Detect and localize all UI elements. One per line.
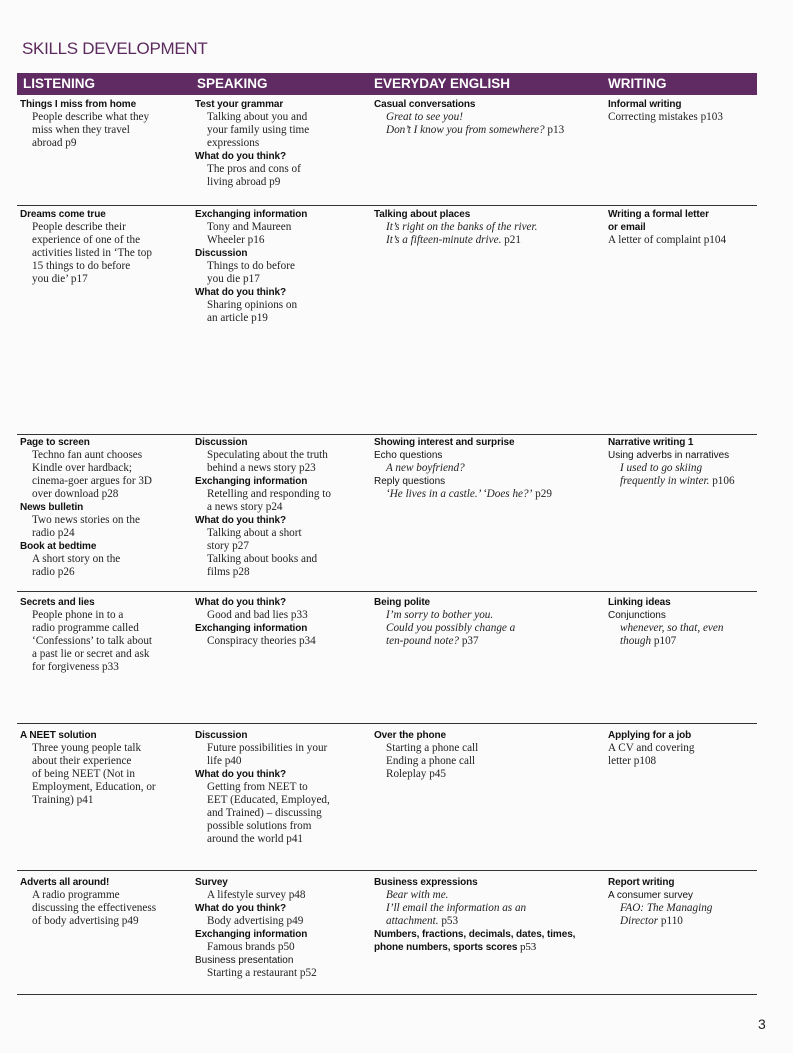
section-heading: What do you think? [195, 515, 286, 526]
body-line: Talking about you and [207, 111, 308, 123]
example-line [374, 124, 606, 137]
body-line: Ending a phone call [386, 755, 476, 767]
body-line: miss when they travel [32, 124, 130, 136]
example-line: Bear with me. [386, 889, 449, 901]
section-heading: Exchanging information [195, 623, 308, 634]
body-line: story p27 [207, 540, 249, 552]
page-reference: p13 [544, 124, 565, 136]
body-line: Roleplay p45 [386, 768, 446, 780]
section-heading: Discussion [195, 248, 248, 259]
section-heading: Test your grammar [195, 99, 284, 110]
body-line: cinema-goer argues for 3D [32, 475, 153, 487]
example-line: FAO: The Managing [620, 902, 713, 914]
example-text: though [620, 635, 652, 647]
body-line: A radio programme [32, 889, 120, 901]
section-heading: What do you think? [195, 769, 286, 780]
section-heading: Linking ideas [608, 597, 671, 608]
body-line: Two news stories on the [32, 514, 140, 526]
body-line: expressions [207, 137, 260, 149]
cell-everyday-english [374, 596, 606, 648]
example-line [608, 475, 758, 488]
cell-everyday-english [374, 208, 606, 247]
table-row [17, 729, 757, 871]
page-title: SKILLS DEVELOPMENT [22, 39, 208, 58]
body-line: ‘Confessions’ to talk about [32, 635, 153, 647]
table-row [17, 98, 757, 206]
body-line: A CV and covering [608, 742, 695, 754]
body-line: discussing the effectiveness [32, 902, 157, 914]
page-reference: p53 [517, 941, 537, 953]
cell-speaking [195, 596, 373, 648]
body-line: radio p26 [32, 566, 75, 578]
cell-listening [20, 208, 192, 286]
page-reference: p106 [709, 475, 735, 487]
cell-everyday-english [374, 876, 606, 954]
body-line: People phone in to a [32, 609, 124, 621]
cell-writing [608, 876, 758, 928]
column-header-listening: LISTENING [23, 76, 96, 91]
section-heading: What do you think? [195, 287, 286, 298]
body-line: a news story p24 [207, 501, 283, 513]
table-row [17, 596, 757, 724]
body-line: Speculating about the truth [207, 449, 328, 461]
section-heading: Exchanging information [195, 209, 308, 220]
example-text: Director [620, 915, 659, 927]
cell-listening [20, 876, 192, 928]
cell-everyday-english [374, 436, 606, 501]
section-heading: Applying for a job [608, 730, 692, 741]
cell-speaking [195, 729, 373, 846]
example-line: A new boyfriend? [386, 462, 465, 474]
body-line: Kindle over hardback; [32, 462, 133, 474]
section-heading: A NEET solution [20, 730, 97, 741]
example-line: I used to go skiing [620, 462, 703, 474]
section-heading: Discussion [195, 437, 248, 448]
body-line: Employment, Education, or [32, 781, 156, 793]
section-heading: Book at bedtime [20, 541, 97, 552]
body-line: People describe their [32, 221, 126, 233]
section-heading [374, 941, 606, 954]
cell-listening [20, 98, 192, 150]
body-line: Talking about books and [207, 553, 318, 565]
cell-speaking [195, 876, 373, 980]
example-line: I’m sorry to bother you. [386, 609, 494, 621]
body-line: living abroad p9 [207, 176, 281, 188]
body-line: Wheeler p16 [207, 234, 265, 246]
example-line [374, 234, 606, 247]
section-heading: Exchanging information [195, 476, 308, 487]
page-reference: p110 [658, 915, 683, 927]
body-line: possible solutions from [207, 820, 312, 832]
body-line: Three young people talk [32, 742, 142, 754]
section-heading: News bulletin [20, 502, 84, 513]
example-line [374, 635, 606, 648]
section-heading: Writing a formal letter [608, 209, 709, 220]
section-heading: Page to screen [20, 437, 90, 448]
section-heading: Dreams come true [20, 209, 106, 220]
body-line: 15 things to do before [32, 260, 131, 272]
cell-writing [608, 208, 758, 247]
section-heading: Being polite [374, 597, 431, 608]
section-heading: Things I miss from home [20, 99, 137, 110]
subheading: Using adverbs in narratives [608, 450, 730, 461]
body-line: Starting a restaurant p52 [207, 967, 317, 979]
example-line: whenever, so that, even [620, 622, 724, 634]
example-line [374, 915, 606, 928]
body-line: a past lie or secret and ask [32, 648, 150, 660]
body-line: and Trained) – discussing [207, 807, 322, 819]
subheading: Business presentation [195, 955, 294, 966]
cell-writing [608, 436, 758, 488]
section-heading: Secrets and lies [20, 597, 95, 608]
body-line: radio p24 [32, 527, 75, 539]
section-heading: Numbers, fractions, decimals, dates, times, [374, 929, 576, 940]
example-text: frequently in winter. [620, 475, 710, 487]
body-line: over download p28 [32, 488, 119, 500]
example-line: Great to see you! [386, 111, 463, 123]
cell-writing [608, 729, 758, 768]
table-row [17, 876, 757, 995]
example-text: ten-pound note? [386, 635, 460, 647]
subheading: A consumer survey [608, 890, 694, 901]
body-line: an article p19 [207, 312, 268, 324]
body-line: Getting from NEET to [207, 781, 308, 793]
cell-writing [608, 98, 758, 124]
body-line: for forgiveness p33 [32, 661, 119, 673]
body-line: experience of one of the [32, 234, 141, 246]
section-heading: What do you think? [195, 597, 286, 608]
cell-everyday-english [374, 729, 606, 781]
body-line: People describe what they [32, 111, 150, 123]
section-heading: Informal writing [608, 99, 682, 110]
body-line: radio programme called [32, 622, 139, 634]
subheading: Conjunctions [608, 610, 666, 621]
example-line [608, 915, 758, 928]
body-line: A lifestyle survey p48 [207, 889, 306, 901]
page-reference: p29 [532, 488, 552, 500]
body-line: about their experience [32, 755, 132, 767]
section-heading: Exchanging information [195, 929, 308, 940]
example-line: Could you possibly change a [386, 622, 516, 634]
body-line: films p28 [207, 566, 250, 578]
column-header-speaking: SPEAKING [197, 76, 268, 91]
section-heading: or email [608, 222, 646, 233]
body-line: your family using time [207, 124, 310, 136]
body-line: abroad p9 [32, 137, 77, 149]
page-reference: p107 [651, 635, 677, 647]
cell-listening [20, 596, 192, 674]
body-line: Future possibilities in your [207, 742, 328, 754]
example-line [608, 635, 758, 648]
body-line: Retelling and responding to [207, 488, 331, 500]
body-line: A letter of complaint p104 [608, 234, 727, 246]
body-line: Body advertising p49 [207, 915, 304, 927]
table-row [17, 436, 757, 592]
section-heading: Report writing [608, 877, 675, 888]
example-line [374, 488, 606, 501]
section-heading: Over the phone [374, 730, 446, 741]
heading-text: phone numbers, sports scores [374, 942, 518, 953]
body-line: Training) p41 [32, 794, 94, 806]
section-heading: Adverts all around! [20, 877, 110, 888]
subheading: Reply questions [374, 476, 446, 487]
section-heading: Discussion [195, 730, 248, 741]
body-line: Famous brands p50 [207, 941, 295, 953]
body-line: Good and bad lies p33 [207, 609, 308, 621]
example-text: ‘He lives in a castle.’ ‘Does he?’ [386, 488, 533, 500]
body-line: activities listed in ‘The top [32, 247, 152, 259]
body-line: of being NEET (Not in [32, 768, 135, 780]
example-text: attachment. [386, 915, 439, 927]
cell-listening [20, 729, 192, 807]
section-heading: Talking about places [374, 209, 471, 220]
body-line: Correcting mistakes p103 [608, 111, 723, 123]
column-header-writing: WRITING [608, 76, 667, 91]
example-text: Don’t I know you from somewhere? [386, 124, 545, 136]
section-heading: What do you think? [195, 903, 286, 914]
cell-listening [20, 436, 192, 579]
page-reference: p53 [438, 915, 459, 927]
body-line: The pros and cons of [207, 163, 301, 175]
body-line: Sharing opinions on [207, 299, 298, 311]
page-reference: p21 [501, 234, 521, 246]
body-line: Conspiracy theories p34 [207, 635, 316, 647]
body-line: Techno fan aunt chooses [32, 449, 143, 461]
body-line: you die’ p17 [32, 273, 88, 285]
section-heading: Narrative writing 1 [608, 437, 694, 448]
cell-speaking [195, 98, 373, 189]
body-line: life p40 [207, 755, 242, 767]
section-heading: What do you think? [195, 151, 286, 162]
body-line: behind a news story p23 [207, 462, 316, 474]
section-heading: Casual conversations [374, 99, 476, 110]
body-line: Talking about a short [207, 527, 302, 539]
body-line: A short story on the [32, 553, 121, 565]
body-line: around the world p41 [207, 833, 304, 845]
page-reference: p37 [459, 635, 479, 647]
cell-writing [608, 596, 758, 648]
body-line: Things to do before [207, 260, 295, 272]
section-heading: Showing interest and surprise [374, 437, 515, 448]
body-line: of body advertising p49 [32, 915, 139, 927]
cell-speaking [195, 436, 373, 579]
body-line: you die p17 [207, 273, 260, 285]
body-line: Starting a phone call [386, 742, 479, 754]
body-line: EET (Educated, Employed, [207, 794, 330, 806]
column-header-everyday-english: EVERYDAY ENGLISH [374, 76, 511, 91]
example-line: It’s right on the banks of the river. [386, 221, 538, 233]
cell-speaking [195, 208, 373, 325]
section-heading: Survey [195, 877, 228, 888]
body-line: letter p108 [608, 755, 657, 767]
subheading: Echo questions [374, 450, 443, 461]
page-number: 3 [758, 1016, 766, 1032]
example-text: It’s a fifteen-minute drive. [386, 234, 502, 246]
table-row [17, 208, 757, 435]
section-heading: Business expressions [374, 877, 478, 888]
column-header-bar [17, 73, 757, 95]
cell-everyday-english [374, 98, 606, 137]
example-line: I’ll email the information as an [386, 902, 527, 914]
body-line: Tony and Maureen [207, 221, 292, 233]
